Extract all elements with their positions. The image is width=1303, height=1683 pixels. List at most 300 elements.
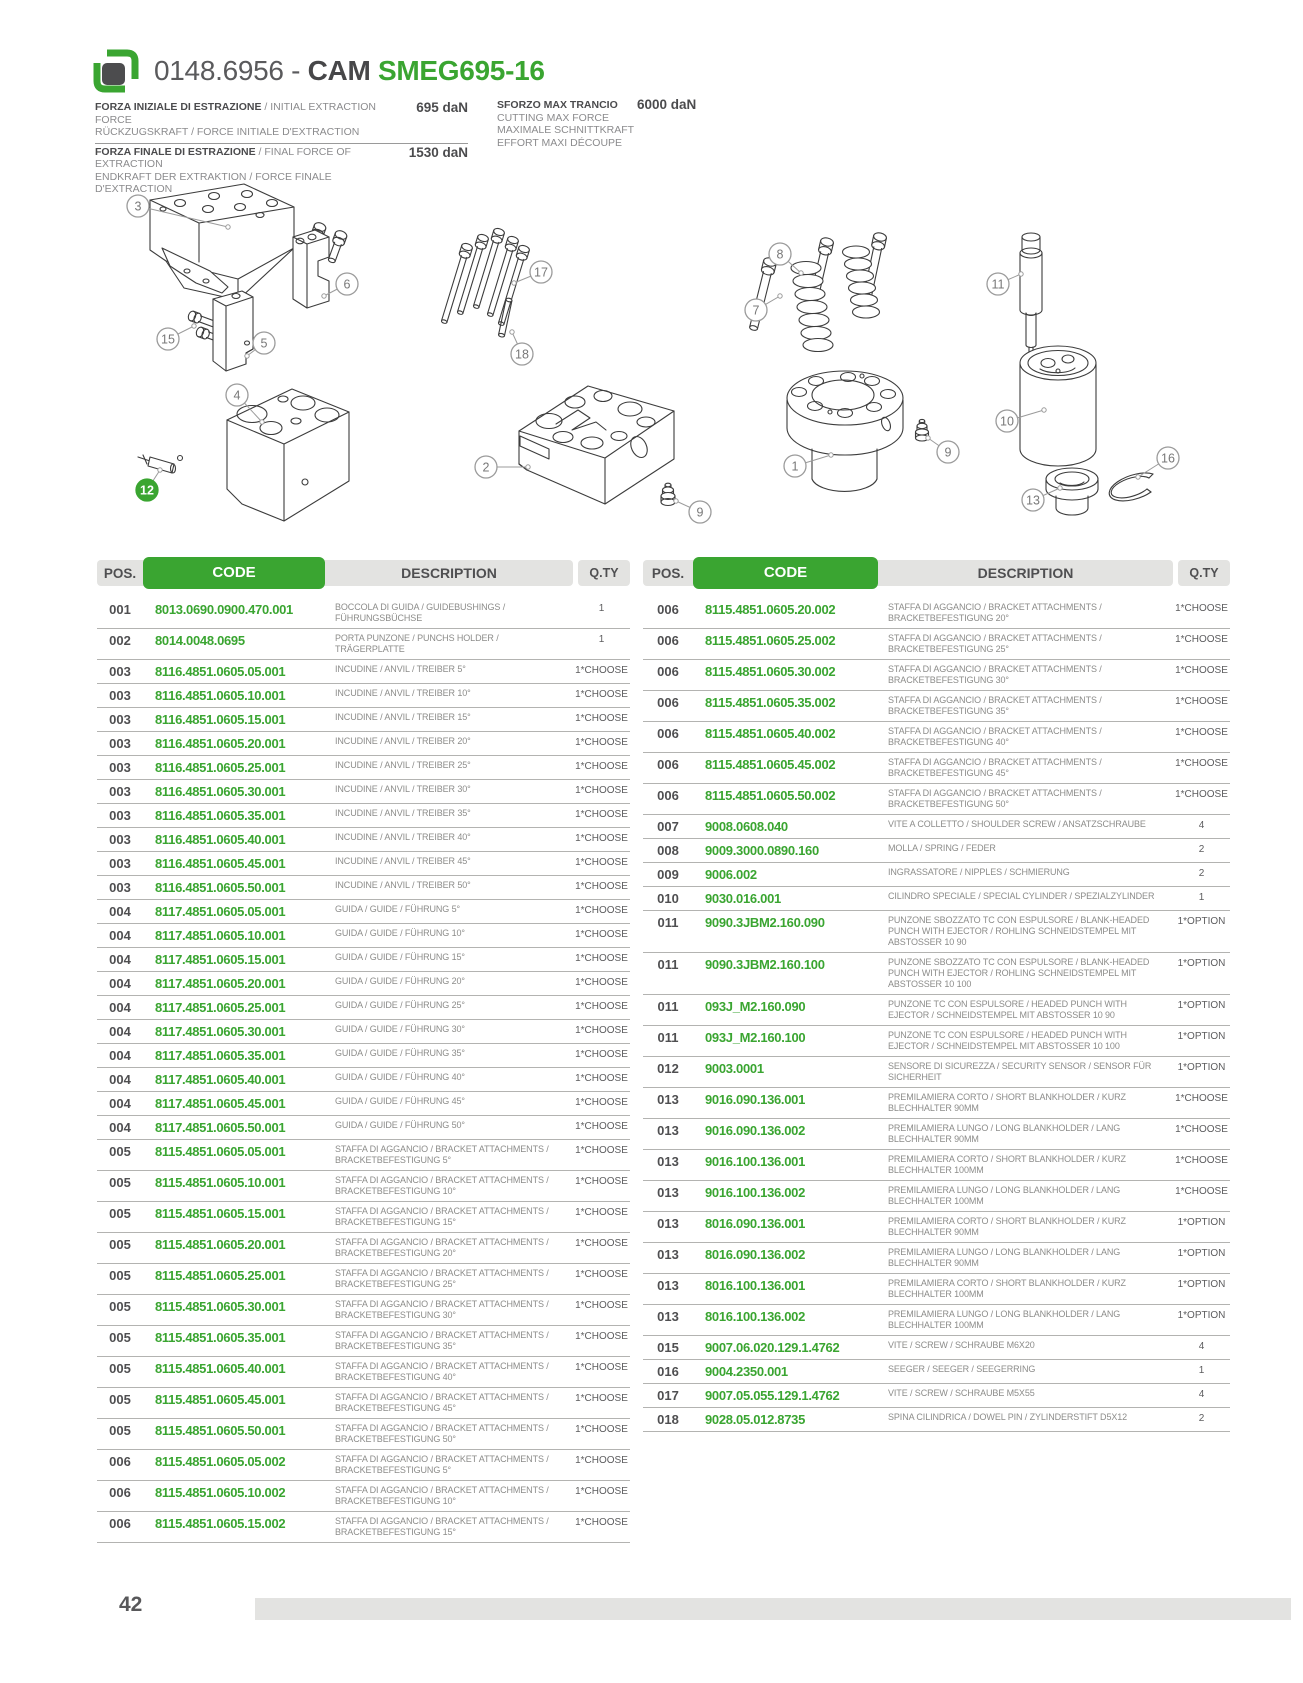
qty-cell: 1*OPTION (1177, 1000, 1226, 1011)
code-cell: 8016.090.136.002 (705, 1247, 806, 1262)
svg-text:12: 12 (140, 483, 154, 498)
col-header-description: DESCRIPTION (401, 565, 497, 581)
code-cell: 8115.4851.0605.50.001 (155, 1423, 286, 1438)
qty-cell: 1*CHOOSE (575, 905, 628, 916)
table-row (643, 660, 1230, 691)
description-cell: STAFFA DI AGGANCIO / BRACKET ATTACHMENTS / BRACKETBEFESTIGUNG 35° (335, 1330, 549, 1351)
callout-12 (136, 468, 162, 501)
pos-cell: 004 (109, 1120, 131, 1135)
pos-cell: 006 (657, 757, 679, 772)
code-cell: 8016.100.136.002 (705, 1309, 806, 1324)
pos-cell: 013 (657, 1092, 679, 1107)
description-cell: STAFFA DI AGGANCIO / BRACKET ATTACHMENTS / BRACKETBEFESTIGUNG 30° (888, 664, 1102, 685)
table-row (643, 863, 1230, 887)
qty-cell: 2 (1198, 1413, 1205, 1424)
description-cell: GUIDA / GUIDE / FÜHRUNG 35° (335, 1048, 465, 1058)
qty-cell: 1 (1198, 1365, 1205, 1376)
qty-cell: 1*CHOOSE (575, 1145, 628, 1156)
pos-cell: 004 (109, 1000, 131, 1015)
qty-cell: 2 (1198, 844, 1205, 855)
qty-cell: 1*CHOOSE (575, 1455, 628, 1466)
pos-cell: 006 (109, 1516, 131, 1531)
qty-cell: 1*CHOOSE (575, 881, 628, 892)
description-cell: CILINDRO SPECIALE / SPECIAL CYLINDER / SPEZIALZYLINDER (888, 891, 1155, 901)
table-row (643, 1384, 1230, 1408)
col-header-pos: POS. (651, 565, 685, 581)
description-cell: PREMILAMIERA CORTO / SHORT BLANKHOLDER / KURZ BLECHHALTER 90MM (888, 1216, 1126, 1237)
code-cell: 093J_M2.160.100 (705, 1030, 806, 1045)
col-header-code: CODE (143, 557, 325, 589)
table-row (97, 1233, 630, 1264)
description-cell: STAFFA DI AGGANCIO / BRACKET ATTACHMENTS / BRACKETBEFESTIGUNG 40° (335, 1361, 549, 1382)
spec-value: 695 daN (416, 100, 468, 115)
description-cell: STAFFA DI AGGANCIO / BRACKET ATTACHMENTS / BRACKETBEFESTIGUNG 15° (335, 1206, 549, 1227)
table-row (643, 815, 1230, 839)
svg-text:13: 13 (1026, 493, 1040, 508)
table-row (97, 1020, 630, 1044)
pos-cell: 015 (657, 1340, 679, 1355)
pos-cell: 003 (109, 688, 131, 703)
pos-cell: 006 (657, 726, 679, 741)
parts-table-left (97, 557, 630, 1543)
description-cell: PREMILAMIERA LUNGO / LONG BLANKHOLDER / LANG BLECHHALTER 100MM (888, 1309, 1121, 1330)
pos-cell: 013 (657, 1278, 679, 1293)
code-cell: 8115.4851.0605.25.002 (705, 633, 836, 648)
pos-cell: 006 (657, 633, 679, 648)
pos-cell: 004 (109, 1072, 131, 1087)
qty-cell: 1*CHOOSE (575, 1393, 628, 1404)
col-header-pos: POS. (103, 565, 137, 581)
code-cell: 8117.4851.0605.25.001 (155, 1000, 286, 1015)
pos-cell: 013 (657, 1247, 679, 1262)
table-row (97, 1295, 630, 1326)
callout-7 (745, 294, 782, 321)
spec-label-line3: MAXIMALE SCHNITTKRAFT (497, 124, 635, 136)
code-cell: 8014.0048.0695 (155, 633, 245, 648)
pos-cell: 008 (657, 843, 679, 858)
pos-cell: 011 (657, 999, 679, 1014)
code-cell: 8117.4851.0605.05.001 (155, 904, 286, 919)
qty-cell: 1*CHOOSE (1175, 1155, 1228, 1166)
description-cell: PORTA PUNZONE / PUNCHS HOLDER / TRÄGERPLATTE (335, 633, 499, 654)
spec-label-line2: RÜCKZUGSKRAFT / FORCE INITIALE D'EXTRACTION (95, 126, 360, 138)
qty-cell: 1*CHOOSE (575, 929, 628, 940)
page-number: 42 (119, 1593, 143, 1616)
table-row (643, 995, 1230, 1026)
part-bushing (1046, 468, 1098, 515)
spring (791, 262, 833, 352)
description-cell: INCUDINE / ANVIL / TREIBER 15° (335, 712, 471, 722)
description-cell: STAFFA DI AGGANCIO / BRACKET ATTACHMENTS / BRACKETBEFESTIGUNG 35° (888, 695, 1102, 716)
description-cell: STAFFA DI AGGANCIO / BRACKET ATTACHMENTS / BRACKETBEFESTIGUNG 25° (888, 633, 1102, 654)
pos-cell: 005 (109, 1330, 131, 1345)
description-cell: PUNZONE SBOZZATO TC CON ESPULSORE / BLANK-HEADED PUNCH WITH EJECTOR / ROHLING SCHNEIDSTEMPEL MIT ABSTOSSER 10 90 (888, 915, 1150, 947)
pos-cell: 004 (109, 928, 131, 943)
table-row (643, 1212, 1230, 1243)
description-cell: STAFFA DI AGGANCIO / BRACKET ATTACHMENTS / BRACKETBEFESTIGUNG 45° (888, 757, 1102, 778)
description-cell: GUIDA / GUIDE / FÜHRUNG 20° (335, 976, 465, 986)
code-cell: 8115.4851.0605.45.002 (705, 757, 836, 772)
part-grease-nipple (661, 483, 675, 505)
code-cell: 8013.0690.0900.470.001 (155, 602, 293, 617)
code-cell: 8115.4851.0605.10.002 (155, 1485, 286, 1500)
table-row (97, 1450, 630, 1481)
part-cylinder (1020, 346, 1096, 466)
spec-label-line2: CUTTING MAX FORCE (497, 111, 609, 124)
svg-text:6: 6 (343, 277, 351, 292)
table-row (97, 598, 630, 629)
code-cell: 8116.4851.0605.25.001 (155, 760, 286, 775)
table-row (97, 948, 630, 972)
footer-bar (255, 1598, 1291, 1620)
qty-cell: 1*CHOOSE (575, 665, 628, 676)
table-row (97, 900, 630, 924)
qty-cell: 1*CHOOSE (575, 689, 628, 700)
svg-text:3: 3 (134, 199, 142, 214)
table-row (97, 1068, 630, 1092)
spec-label: SFORZO MAX TRANCIO (497, 99, 618, 111)
pos-cell: 005 (109, 1361, 131, 1376)
svg-text:5: 5 (260, 336, 268, 351)
description-cell: GUIDA / GUIDE / FÜHRUNG 5° (335, 904, 461, 914)
spring (843, 246, 880, 318)
pos-cell: 004 (109, 1096, 131, 1111)
table-row (97, 1512, 630, 1543)
description-cell: STAFFA DI AGGANCIO / BRACKET ATTACHMENTS / BRACKETBEFESTIGUNG 5° (335, 1454, 549, 1475)
svg-text:8: 8 (776, 247, 784, 262)
pos-cell: 011 (657, 915, 679, 930)
table-row (97, 708, 630, 732)
description-cell: INCUDINE / ANVIL / TREIBER 35° (335, 808, 471, 818)
pos-cell: 002 (109, 633, 131, 648)
description-cell: PREMILAMIERA LUNGO / LONG BLANKHOLDER / LANG BLECHHALTER 90MM (888, 1247, 1121, 1268)
code-cell: 9016.090.136.002 (705, 1123, 806, 1138)
pos-cell: 005 (109, 1299, 131, 1314)
callout-9 (674, 499, 711, 523)
code-cell: 8115.4851.0605.35.001 (155, 1330, 286, 1345)
qty-cell: 4 (1198, 1389, 1205, 1400)
description-cell: GUIDA / GUIDE / FÜHRUNG 50° (335, 1120, 465, 1130)
table-row (97, 629, 630, 660)
table-row (97, 1357, 630, 1388)
qty-cell: 1*CHOOSE (1175, 1093, 1228, 1104)
code-cell: 9007.05.055.129.1.4762 (705, 1388, 840, 1403)
code-cell: 9008.0608.040 (705, 819, 788, 834)
description-cell: VITE / SCREW / SCHRAUBE M5X55 (888, 1388, 1035, 1398)
code-cell: 8115.4851.0605.40.001 (155, 1361, 286, 1376)
code-cell: 8116.4851.0605.30.001 (155, 784, 286, 799)
callout-15 (157, 324, 196, 350)
qty-cell: 1 (598, 634, 605, 645)
description-cell: PUNZONE TC CON ESPULSORE / HEADED PUNCH WITH EJECTOR / SCHNEIDSTEMPEL MIT ABSTOSSER 10 100 (888, 1030, 1127, 1051)
description-cell: STAFFA DI AGGANCIO / BRACKET ATTACHMENTS / BRACKETBEFESTIGUNG 45° (335, 1392, 549, 1413)
qty-cell: 1*CHOOSE (575, 1121, 628, 1132)
description-cell: STAFFA DI AGGANCIO / BRACKET ATTACHMENTS / BRACKETBEFESTIGUNG 40° (888, 726, 1102, 747)
code-cell: 8115.4851.0605.20.002 (705, 602, 836, 617)
brand-name: CAM (307, 55, 378, 86)
description-cell: STAFFA DI AGGANCIO / BRACKET ATTACHMENTS / BRACKETBEFESTIGUNG 25° (335, 1268, 549, 1289)
pos-cell: 003 (109, 880, 131, 895)
page-footer (0, 1593, 1303, 1623)
description-cell: GUIDA / GUIDE / FÜHRUNG 30° (335, 1024, 465, 1034)
description-cell: SEEGER / SEEGER / SEEGERRING (888, 1364, 1036, 1374)
table-row (643, 1119, 1230, 1150)
qty-cell: 1*CHOOSE (1175, 727, 1228, 738)
part-springs-screws (747, 232, 887, 352)
qty-cell: 1*CHOOSE (575, 857, 628, 868)
code-cell: 9028.05.012.8735 (705, 1412, 806, 1427)
description-cell: STAFFA DI AGGANCIO / BRACKET ATTACHMENTS / BRACKETBEFESTIGUNG 50° (888, 788, 1102, 809)
code-cell: 8117.4851.0605.40.001 (155, 1072, 286, 1087)
callout-17 (512, 261, 552, 285)
pos-cell: 009 (657, 867, 679, 882)
code-cell: 9007.06.020.129.1.4762 (705, 1340, 840, 1355)
qty-cell: 1*CHOOSE (1175, 696, 1228, 707)
qty-cell: 1*CHOOSE (575, 713, 628, 724)
pos-cell: 003 (109, 736, 131, 751)
qty-cell: 1*CHOOSE (575, 761, 628, 772)
qty-cell: 1*OPTION (1177, 1217, 1226, 1228)
description-cell: VITE / SCREW / SCHRAUBE M6X20 (888, 1340, 1035, 1350)
spec-label: FORZA INIZIALE DI ESTRAZIONE (95, 101, 262, 113)
pos-cell: 003 (109, 832, 131, 847)
pos-cell: 006 (657, 664, 679, 679)
description-cell: SPINA CILINDRICA / DOWEL PIN / ZYLINDERSTIFT D5X12 (888, 1412, 1128, 1422)
description-cell: INCUDINE / ANVIL / TREIBER 20° (335, 736, 471, 746)
pos-cell: 004 (109, 952, 131, 967)
code-cell: 9004.2350.001 (705, 1364, 788, 1379)
qty-cell: 1*CHOOSE (1175, 603, 1228, 614)
callout-16 (1136, 447, 1179, 479)
qty-cell: 4 (1198, 1341, 1205, 1352)
qty-cell: 1*CHOOSE (575, 1486, 628, 1497)
svg-text:15: 15 (161, 332, 175, 347)
table-row (97, 732, 630, 756)
qty-cell: 1*CHOOSE (575, 1300, 628, 1311)
description-cell: GUIDA / GUIDE / FÜHRUNG 10° (335, 928, 465, 938)
description-cell: STAFFA DI AGGANCIO / BRACKET ATTACHMENTS / BRACKETBEFESTIGUNG 15° (335, 1516, 549, 1537)
part-punch (1020, 233, 1042, 357)
description-cell: INGRASSATORE / NIPPLES / SCHMIERUNG (888, 867, 1070, 877)
model-name: SMEG695-16 (378, 55, 545, 86)
pos-cell: 004 (109, 976, 131, 991)
pos-cell: 003 (109, 856, 131, 871)
callout-11 (987, 272, 1023, 295)
code-cell: 9030.016.001 (705, 891, 781, 906)
code-cell: 9016.090.136.001 (705, 1092, 806, 1107)
qty-cell: 1*CHOOSE (1175, 665, 1228, 676)
col-header-qty: Q.TY (578, 560, 630, 586)
code-cell: 8116.4851.0605.20.001 (155, 736, 286, 751)
description-cell: INCUDINE / ANVIL / TREIBER 10° (335, 688, 471, 698)
table-row (97, 804, 630, 828)
spec-label-line4: EFFORT MAXI DÉCOUPE (497, 136, 623, 149)
qty-cell: 1*CHOOSE (575, 1097, 628, 1108)
code-cell: 8116.4851.0605.45.001 (155, 856, 286, 871)
pos-cell: 004 (109, 1048, 131, 1063)
qty-cell: 1*CHOOSE (575, 1331, 628, 1342)
table-row (97, 852, 630, 876)
pos-cell: 006 (657, 695, 679, 710)
description-cell: PREMILAMIERA LUNGO / LONG BLANKHOLDER / LANG BLECHHALTER 100MM (888, 1185, 1121, 1206)
pos-cell: 005 (109, 1237, 131, 1252)
qty-cell: 1 (1198, 892, 1205, 903)
code-cell: 8115.4851.0605.35.002 (705, 695, 836, 710)
qty-cell: 1*CHOOSE (575, 977, 628, 988)
code-cell: 8115.4851.0605.05.002 (155, 1454, 286, 1469)
table-row (643, 1243, 1230, 1274)
code-cell: 8115.4851.0605.30.001 (155, 1299, 286, 1314)
code-cell: 8116.4851.0605.40.001 (155, 832, 286, 847)
table-row (643, 1305, 1230, 1336)
qty-cell: 4 (1198, 820, 1205, 831)
pos-cell: 013 (657, 1154, 679, 1169)
table-row (97, 1092, 630, 1116)
table-row (643, 722, 1230, 753)
pos-cell: 005 (109, 1268, 131, 1283)
table-row (97, 1388, 630, 1419)
qty-cell: 1*CHOOSE (575, 785, 628, 796)
part-die-block (227, 389, 349, 521)
table-row (643, 629, 1230, 660)
code-cell: 8115.4851.0605.15.001 (155, 1206, 286, 1221)
table-row (643, 839, 1230, 863)
table-row (97, 828, 630, 852)
svg-text:17: 17 (534, 265, 548, 280)
table-row (643, 887, 1230, 911)
code-cell: 9006.002 (705, 867, 757, 882)
code-cell: 8116.4851.0605.15.001 (155, 712, 286, 727)
description-cell: INCUDINE / ANVIL / TREIBER 45° (335, 856, 471, 866)
pos-cell: 006 (109, 1454, 131, 1469)
code-cell: 9003.0001 (705, 1061, 764, 1076)
svg-text:1: 1 (791, 459, 799, 474)
description-cell: PREMILAMIERA CORTO / SHORT BLANKHOLDER / KURZ BLECHHALTER 100MM (888, 1154, 1126, 1175)
description-cell: VITE A COLLETTO / SHOULDER SCREW / ANSATZSCHRAUBE (888, 819, 1146, 829)
pos-cell: 010 (657, 891, 679, 906)
table-row (643, 784, 1230, 815)
parts-table-right (643, 557, 1230, 1432)
code-cell: 9016.100.136.002 (705, 1185, 806, 1200)
qty-cell: 1*CHOOSE (575, 1207, 628, 1218)
table-row (643, 1336, 1230, 1360)
qty-cell: 1*OPTION (1177, 1248, 1226, 1259)
svg-text:9: 9 (944, 445, 952, 460)
pos-cell: 005 (109, 1392, 131, 1407)
qty-cell: 1*CHOOSE (575, 1362, 628, 1373)
svg-text:7: 7 (752, 303, 760, 318)
qty-cell: 1*OPTION (1177, 1031, 1226, 1042)
code-cell: 8115.4851.0605.45.001 (155, 1392, 286, 1407)
table-row (97, 1116, 630, 1140)
code-cell: 8115.4851.0605.20.001 (155, 1237, 286, 1252)
part-flanged-cylinder (787, 371, 903, 491)
pos-cell: 005 (109, 1144, 131, 1159)
table-row (643, 1360, 1230, 1384)
qty-cell: 1*CHOOSE (575, 737, 628, 748)
svg-text:11: 11 (991, 277, 1005, 292)
description-cell: INCUDINE / ANVIL / TREIBER 50° (335, 880, 471, 890)
code-cell: 8117.4851.0605.20.001 (155, 976, 286, 991)
spec-label: FORZA FINALE DI ESTRAZIONE (95, 145, 256, 158)
pos-cell: 011 (657, 1030, 679, 1045)
pos-cell: 013 (657, 1185, 679, 1200)
qty-cell: 1*CHOOSE (1175, 634, 1228, 645)
pos-cell: 013 (657, 1216, 679, 1231)
description-cell: PREMILAMIERA CORTO / SHORT BLANKHOLDER / KURZ BLECHHALTER 90MM (888, 1092, 1126, 1113)
table-row (97, 1481, 630, 1512)
pos-cell: 006 (109, 1485, 131, 1500)
description-cell: STAFFA DI AGGANCIO / BRACKET ATTACHMENTS / BRACKETBEFESTIGUNG 10° (335, 1485, 549, 1506)
pos-cell: 005 (109, 1423, 131, 1438)
description-cell: INCUDINE / ANVIL / TREIBER 25° (335, 760, 471, 770)
pos-cell: 003 (109, 808, 131, 823)
qty-cell: 1*CHOOSE (575, 833, 628, 844)
callout-10 (996, 408, 1046, 432)
part-plate (150, 184, 294, 300)
qty-cell: 1*CHOOSE (575, 1073, 628, 1084)
table-row (643, 691, 1230, 722)
pos-cell: 013 (657, 1309, 679, 1324)
code-cell: 8115.4851.0605.50.002 (705, 788, 836, 803)
table-row (97, 1326, 630, 1357)
article-code: 0148.6956 - (154, 55, 308, 86)
qty-cell: 1*CHOOSE (575, 1001, 628, 1012)
table-row (97, 876, 630, 900)
code-cell: 8115.4851.0605.25.001 (155, 1268, 286, 1283)
qty-cell: 1*CHOOSE (575, 1517, 628, 1528)
qty-cell: 1*OPTION (1177, 916, 1226, 927)
table-row (97, 1044, 630, 1068)
pos-cell: 004 (109, 904, 131, 919)
code-cell: 8115.4851.0605.40.002 (705, 726, 836, 741)
qty-cell: 1*OPTION (1177, 1279, 1226, 1290)
pos-cell: 006 (657, 788, 679, 803)
table-row (643, 598, 1230, 629)
table-row (97, 1419, 630, 1450)
qty-cell: 1*CHOOSE (575, 1269, 628, 1280)
qty-cell: 1 (598, 603, 605, 614)
qty-cell: 1*OPTION (1177, 1310, 1226, 1321)
callout-9 (926, 436, 959, 463)
qty-cell: 1*CHOOSE (1175, 758, 1228, 769)
part-bracket (293, 221, 348, 308)
qty-cell: 1*CHOOSE (575, 1025, 628, 1036)
code-cell: 8117.4851.0605.50.001 (155, 1120, 286, 1135)
pos-cell: 011 (657, 957, 679, 972)
code-cell: 9016.100.136.001 (705, 1154, 806, 1169)
spec-value: 6000 daN (637, 97, 697, 112)
code-cell: 9090.3JBM2.160.100 (705, 957, 825, 972)
table-row (643, 1026, 1230, 1057)
description-cell: GUIDA / GUIDE / FÜHRUNG 45° (335, 1096, 465, 1106)
col-header-code: CODE (693, 557, 878, 589)
part-matrix-block (519, 386, 674, 504)
table-row (97, 684, 630, 708)
table-row (97, 780, 630, 804)
code-cell: 8116.4851.0605.05.001 (155, 664, 286, 679)
code-cell: 093J_M2.160.090 (705, 999, 806, 1014)
code-cell: 8117.4851.0605.35.001 (155, 1048, 286, 1063)
code-cell: 8016.090.136.001 (705, 1216, 806, 1231)
pos-cell: 006 (657, 602, 679, 617)
pos-cell: 007 (657, 819, 679, 834)
col-header-description: DESCRIPTION (977, 565, 1074, 581)
spec-label-translation: / FINAL FORCE OF EXTRACTION (95, 145, 351, 170)
table-row (643, 953, 1230, 995)
table-row (97, 1202, 630, 1233)
description-cell: GUIDA / GUIDE / FÜHRUNG 40° (335, 1072, 465, 1082)
